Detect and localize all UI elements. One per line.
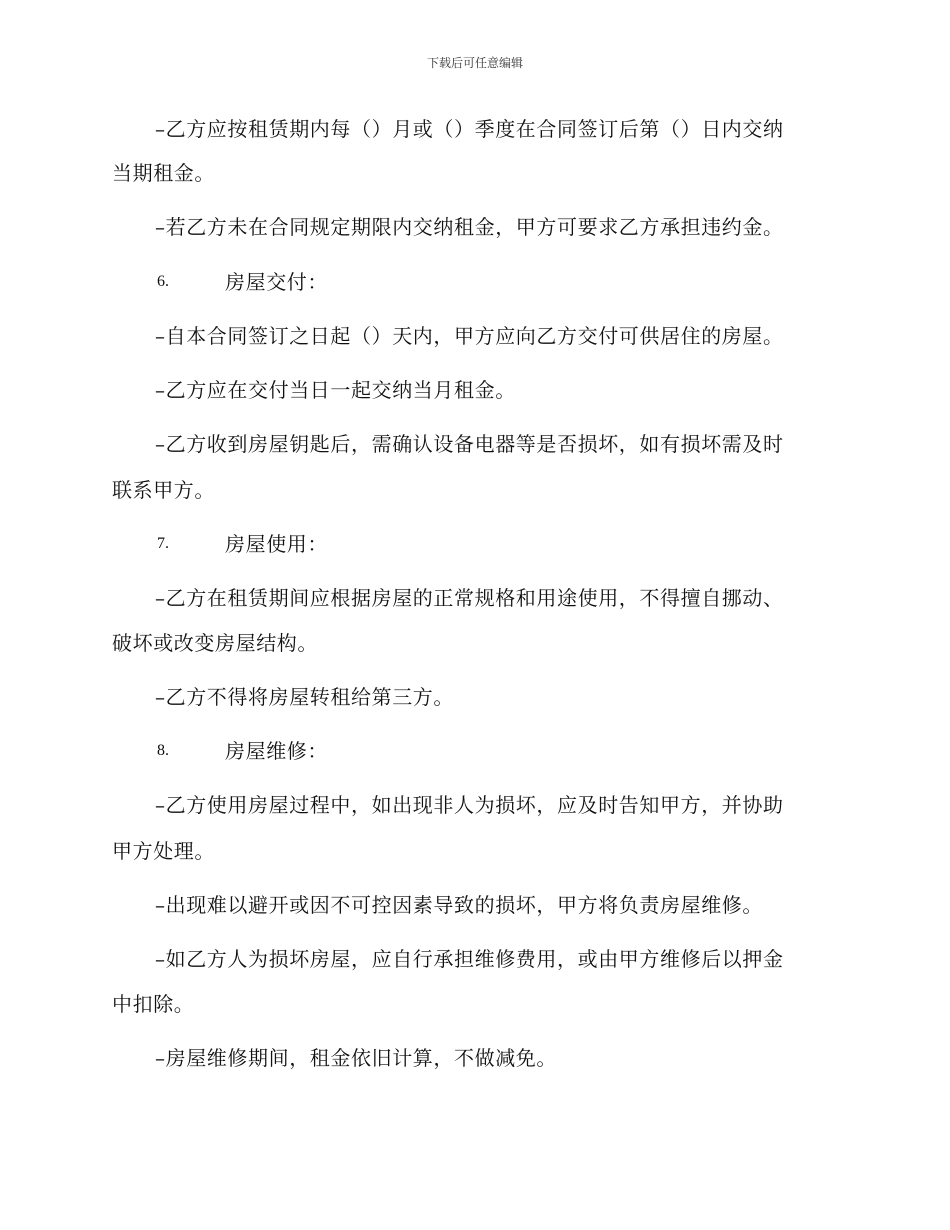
paragraph-line: –乙方在租赁期间应根据房屋的正常规格和用途使用，不得擅自挪动、 — [155, 586, 784, 610]
paragraph-line: –房屋维修期间，租金依旧计算，不做减免。 — [155, 1046, 557, 1070]
paragraph-line: 联系甲方。 — [112, 478, 215, 502]
paragraph-line: –若乙方未在合同规定期限内交纳租金，甲方可要求乙方承担违约金。 — [155, 215, 784, 239]
paragraph-line: –乙方应按租赁期内每（）月或（）季度在合同签订后第（）日内交纳 — [155, 117, 784, 141]
paragraph-line: –如乙方人为损坏房屋，应自行承担维修费用，或由甲方维修后以押金 — [155, 947, 784, 971]
paragraph-line: –乙方使用房屋过程中，如出现非人为损坏，应及时告知甲方，并协助 — [155, 793, 784, 817]
section-number: 6. — [157, 273, 169, 290]
section-number: 7. — [157, 535, 169, 552]
paragraph-line: 中扣除。 — [112, 992, 195, 1016]
paragraph-line: –乙方收到房屋钥匙后，需确认设备电器等是否损坏，如有损坏需及时 — [155, 432, 784, 456]
paragraph-line: –乙方应在交付当日一起交纳当月租金。 — [155, 378, 516, 402]
section-title: 房屋使用： — [225, 532, 328, 556]
paragraph-line: –自本合同签订之日起（）天内，甲方应向乙方交付可供居住的房屋。 — [155, 324, 784, 348]
paragraph-line: 破坏或改变房屋结构。 — [112, 631, 318, 655]
section-title: 房屋交付： — [225, 270, 328, 294]
section-number: 8. — [157, 742, 169, 759]
paragraph-line: 甲方处理。 — [112, 839, 215, 863]
page-header: 下载后可任意编辑 — [426, 56, 523, 70]
paragraph-line: –出现难以避开或因不可控因素导致的损坏，甲方将负责房屋维修。 — [155, 893, 763, 917]
section-title: 房屋维修： — [225, 739, 328, 763]
paragraph-line: 当期租金。 — [112, 161, 215, 185]
paragraph-line: –乙方不得将房屋转租给第三方。 — [155, 685, 454, 709]
